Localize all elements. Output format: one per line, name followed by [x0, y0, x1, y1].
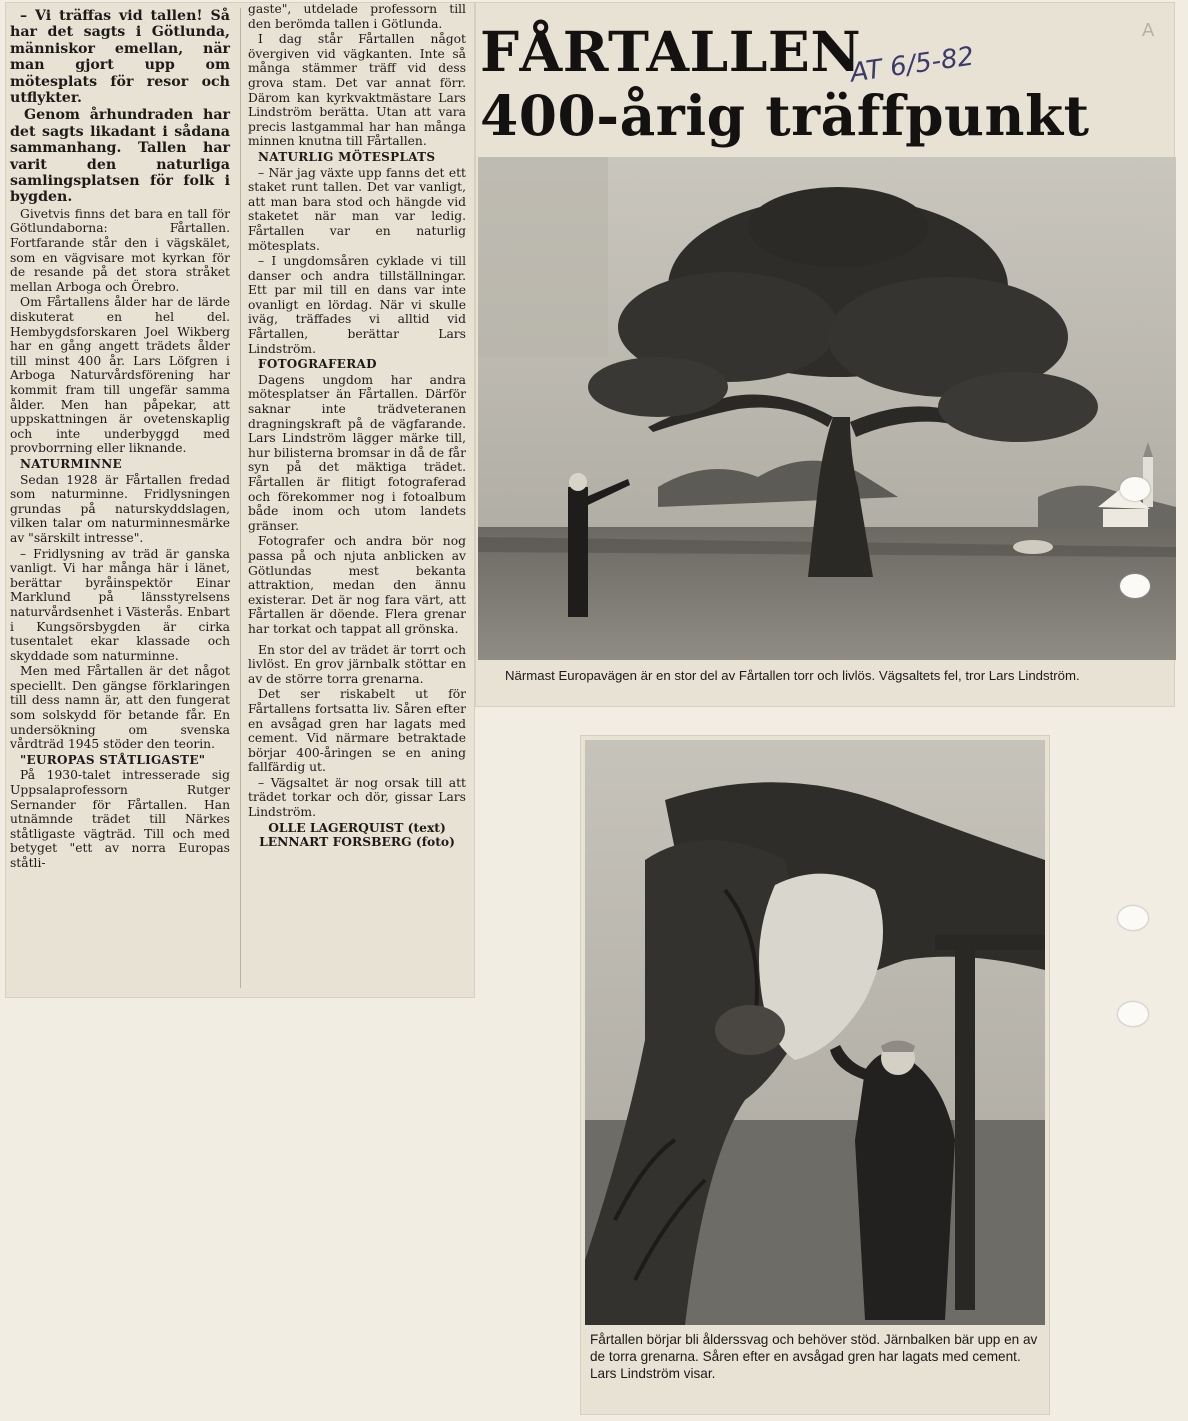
punch-hole: [1120, 574, 1150, 598]
tree-landscape-image: [478, 157, 1176, 660]
byline-text: OLLE LAGERQUIST (text): [268, 819, 446, 835]
subheading-fotograferad: FOTOGRAFERAD: [258, 357, 377, 372]
trunk-closeup-image: [585, 740, 1045, 1325]
lead-paragraph-1: – Vi träffas vid tallen! Så har det sagts i Götlunda, människor emellan, när man gjort upp om mötesplats för resor och utflykter.: [10, 8, 230, 107]
column-divider: [240, 8, 241, 988]
body-paragraph: Dagens ungdom har andra mötesplatser än Fårtallen. Därför saknar inte trädveteranen dragningskraft på de vägfarande. Lars Lindström lägger märke till, hur bilisterna bromsar in då de får syn på det mäktiga trädet. Fårtallen är flitigt fotograferad och förekommer nog i fotoalbum både inom och utom landets gränser.: [248, 372, 466, 533]
headline-line-2: 400-årig träffpunkt: [480, 83, 1090, 148]
body-paragraph: Det ser riskabelt ut för Fårtallens fortsatta liv. Såren efter en avsågad gren har lagats med cement. Vid närmare betraktade börjar 400-åringen se en aning fallfärdig ut.: [248, 687, 466, 775]
body-paragraph: Men med Fårtallen är det något speciellt. Den gängse förklaringen till dess namn är, att den fungerat som solskydd för betande får. En undersökning om svenska vårdträd 1945 stöder den teorin.: [10, 664, 230, 752]
handwritten-date-note: AT 6/5-82: [848, 41, 976, 89]
headline: [480, 20, 1120, 148]
lead-paragraph-2: Genom århundraden har det sagts likadant i sådana sammanhang. Tallen har varit den naturliga samlingsplatsen för folk i bygden.: [10, 107, 230, 206]
subheading-naturlig-motesplats: NATURLIG MÖTESPLATS: [258, 149, 436, 164]
body-paragraph: Om Fårtallens ålder har de lärde diskuterat en hel del. Hembygdsforskaren Joel Wikberg har en gång angett trädets ålder till minst 400 år. Lars Löfgren i Arboga Naturvårdsförening har kommit fram till ungefär samma ålder. Men han påpekar, att uppskattningen är ovetenskaplig och inte underbyggd med provborrning eller liknande.: [10, 295, 230, 456]
body-paragraph: Givetvis finns det bara en tall för Götlundaborna: Fårtallen. Fortfarande står den i vägskälet, som en vägvisare mot kyrkan för de resande på det stora stråket mellan Arboga och Örebro.: [10, 206, 230, 294]
photo-trunk-closeup: [585, 740, 1045, 1325]
body-paragraph: På 1930-talet intresserade sig Uppsalaprofessorn Rutger Sernander för Fårtallen. Han utnämnde trädet till Närkes ståtligaste vägträd. Till och med betyget "ett av norra Europas ståtli-: [10, 768, 230, 870]
subheading-naturminne: NATURMINNE: [20, 456, 122, 471]
body-paragraph: gaste", utdelade professorn till den berömda tallen i Götlunda.: [248, 2, 466, 31]
punch-hole: [1120, 477, 1150, 501]
body-paragraph: En stor del av trädet är torrt och livlöst. En grov järnbalk stöttar en av de större torra grenarna.: [248, 642, 466, 686]
body-paragraph: I dag står Fårtallen något övergiven vid vägkanten. Inte så många stämmer träff vid dess grova stam. Det var annat förr. Därom kan kyrkvaktmästare Lars Lindström berätta. Utan att vara precis lastgammal har han många minnen knutna till Fårtallen.: [248, 32, 466, 149]
photo-tree-landscape: [478, 157, 1176, 660]
photo2-caption: Fårtallen börjar bli ålderssvag och behöver stöd. Järnbalken bär upp en av de torra grenarna. Såren efter en avsågad gren har lagats med cement. Lars Lindström visar.: [590, 1332, 1038, 1381]
punch-hole: [1118, 906, 1148, 930]
body-paragraph: – Vägsaltet är nog orsak till att trädet torkar och dör, gissar Lars Lindström.: [248, 775, 466, 820]
body-paragraph: – I ungdomsåren cyklade vi till danser och andra tillställningar. Ett par mil till en dans var inte ovanligt en lördag. När vi skulle iväg, träffades vi alltid vid Fårtallen, berättar Lars Lindström.: [248, 254, 466, 356]
subheading-europas-statligaste: "EUROPAS STÅTLIGASTE": [20, 752, 206, 767]
byline-photo: LENNART FORSBERG (foto): [259, 834, 455, 850]
punch-hole: [1118, 1002, 1148, 1026]
body-paragraph: Sedan 1928 är Fårtallen fredad som naturminne. Fridlysningen grundas på naturskyddslagen, vilken talar om naturminnesmärke av "särskilt intresse".: [10, 472, 230, 545]
headline-line-1: FÅRTALLEN: [480, 19, 862, 84]
body-paragraph: – Fridlysning av träd är ganska vanligt. Vi har många här i länet, berättar byråinspektör Einar Marklund på länsstyrelsens naturvårdsenhet i Västerås. Enbart i Kungsörsbygden är cirka tusentalet ekar klassade och skyddade som naturminne.: [10, 546, 230, 663]
column-1: [10, 8, 230, 872]
photo1-caption: Närmast Europavägen är en stor del av Fårtallen torr och livlös. Vägsaltets fel, tror Lars Lindström.: [505, 668, 1080, 683]
corner-mark: A: [1142, 20, 1155, 41]
body-paragraph: – När jag växte upp fanns det ett staket runt tallen. Det var vanligt, att man bara stod och hängde vid staketet när man var ledig. Fårtallen var en naturlig mötesplats.: [248, 165, 466, 253]
column-2: [248, 2, 466, 850]
body-paragraph: Fotografer och andra bör nog passa på och njuta anblicken av Götlundas mest bekanta attraktion, medan den ännu existerar. Det är nog fara värt, att Fårtallen är döende. Flera grenar har torkat och tappat all grönska.: [248, 534, 466, 636]
